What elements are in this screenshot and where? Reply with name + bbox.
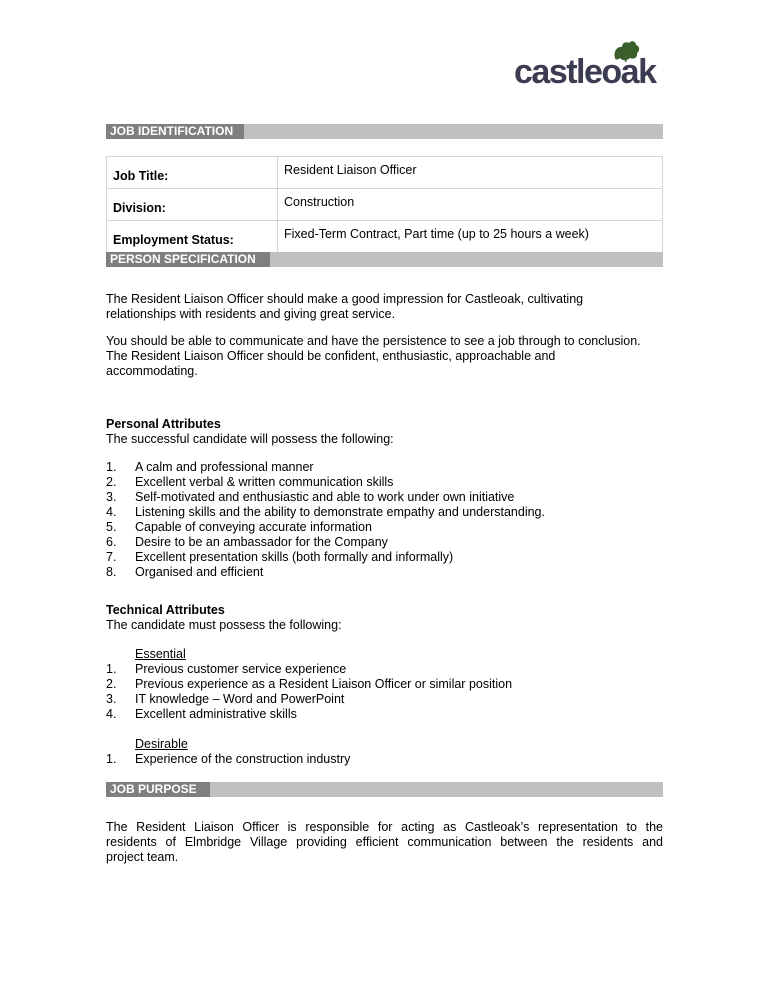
job-purpose-text [106,820,663,865]
text-line: residents of Elmbridge Village providing efficient communication between the residents and [106,835,663,849]
list-item: 4. Listening skills and the ability to demonstrate empathy and understanding. [106,505,545,519]
job-purpose-bar [106,782,663,797]
list-item: 3. IT knowledge – Word and PowerPoint [106,692,345,706]
text-line: accommodating. [106,364,198,378]
essential-label: Essential [135,647,186,661]
personal-attributes-subheading: The successful candidate will possess the following: [106,432,394,446]
list-item: 7. Excellent presentation skills (both formally and informally) [106,550,454,564]
person-spec-intro-2 [106,334,666,379]
text-line: The Resident Liaison Officer should make a good impression for Castleoak, cultivating [106,292,584,306]
division-value: Construction [278,189,663,221]
text-line: The Resident Liaison Officer is responsible for acting as Castleoak’s representation to the [106,820,663,834]
personal-attributes-heading: Personal Attributes [106,417,221,431]
desirable-list [106,752,350,767]
technical-attributes-subheading: The candidate must possess the following: [106,618,342,632]
table-row [107,189,663,221]
job-purpose-heading: JOB PURPOSE [106,782,210,797]
list-item: 5. Capable of conveying accurate information [106,520,372,534]
technical-attributes-heading: Technical Attributes [106,603,225,617]
list-item: 8. Organised and efficient [106,565,264,579]
essential-list [106,662,512,722]
personal-attributes-block [106,417,666,447]
text-line: relationships with residents and giving great service. [106,307,396,321]
personal-attributes-list [106,460,545,580]
desirable-label: Desirable [135,737,188,751]
list-item: 1. A calm and professional manner [106,460,314,474]
division-label: Division: [107,189,278,221]
job-title-value: Resident Liaison Officer [278,157,663,189]
job-identification-table [106,156,663,253]
job-identification-heading: JOB IDENTIFICATION [106,124,244,139]
list-item: 4. Excellent administrative skills [106,707,297,721]
table-row [107,221,663,253]
logo-wordmark: castleoak [514,53,656,91]
list-item: 2. Excellent verbal & written communication skills [106,475,394,489]
person-specification-bar [106,252,663,267]
text-line: The Resident Liaison Officer should be confident, enthusiastic, approachable and [106,349,556,363]
castleoak-logo [514,42,659,92]
employment-status-value: Fixed-Term Contract, Part time (up to 25 hours a week) [278,221,663,253]
list-item: 3. Self-motivated and enthusiastic and able to work under own initiative [106,490,515,504]
list-item: 6. Desire to be an ambassador for the Company [106,535,388,549]
text-line: project team. [106,850,179,864]
list-item: 2. Previous experience as a Resident Liaison Officer or similar position [106,677,513,691]
list-item: 1. Experience of the construction industry [106,752,351,766]
technical-attributes-block [106,603,666,633]
employment-status-label: Employment Status: [107,221,278,253]
job-title-label: Job Title: [107,157,278,189]
list-item: 1. Previous customer service experience [106,662,347,676]
person-specification-heading: PERSON SPECIFICATION [106,252,270,267]
job-identification-bar [106,124,663,139]
person-spec-intro-1 [106,292,666,322]
text-line: You should be able to communicate and have the persistence to see a job through to conclusion. [106,334,641,348]
table-row [107,157,663,189]
